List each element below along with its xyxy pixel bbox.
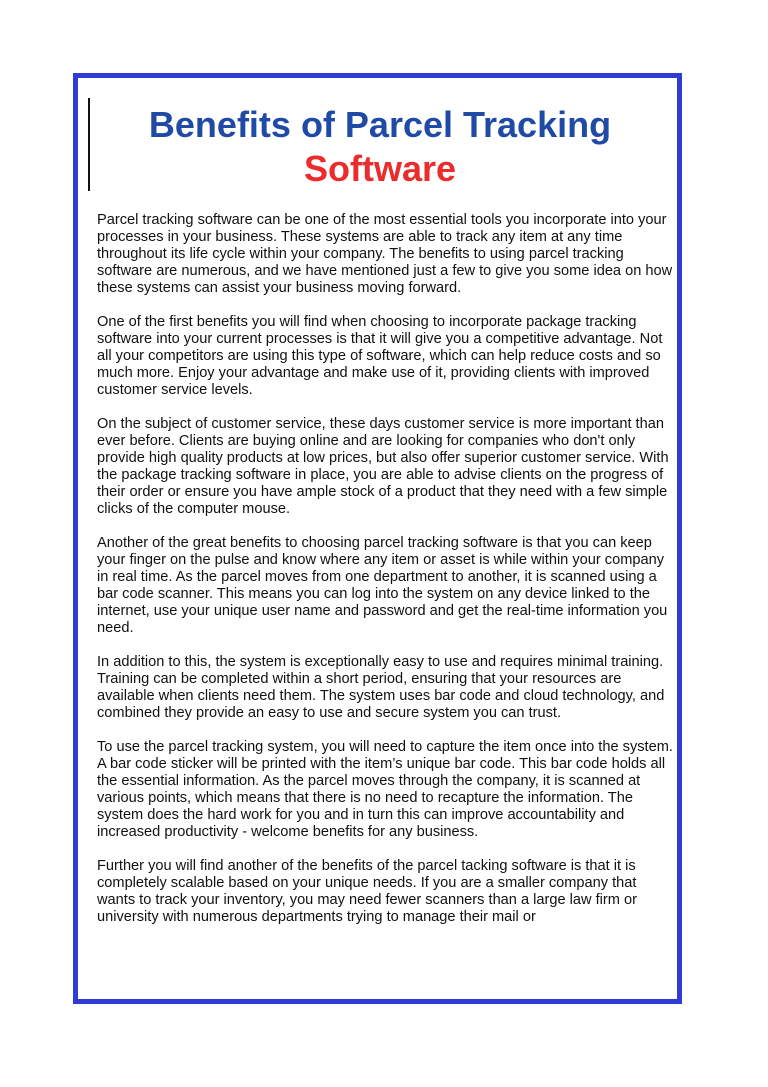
paragraph-2: One of the first benefits you will find when choosing to incorporate package tracking software into your current processes is that it will give you a competitive advantage. Not all your competitors are using this type of software, which can help reduce costs and so much more. Enjoy your advantage and make use of it, providing clients with improved customer service levels. xyxy=(97,314,663,398)
paragraph-7: Further you will find another of the benefits of the parcel tacking software is that it is completely scalable based on your unique needs. If you are a smaller company that wants to track your inventory, you may need fewer scanners than a large law firm or university with numerous departments trying to manage their mail or xyxy=(97,858,637,925)
paragraph-5: In addition to this, the system is exceptionally easy to use and requires minimal training. Training can be completed within a short period, ensuring that your resources are available when clients need them. The system uses bar code and cloud technology, and combined they provide an easy to use and secure system you can trust. xyxy=(97,654,665,721)
paragraph-4: Another of the great benefits to choosing parcel tracking software is that you can keep your finger on the pulse and know where any item or asset is while within your company in real time. As the parcel moves from one department to another, it is scanned using a bar code scanner. This means you can log into the system on any device linked to the internet, use your unique user name and password and get the real-time information you need. xyxy=(97,535,668,636)
paragraph-1: Parcel tracking software can be one of the most essential tools you incorporate into your processes in your business. These systems are able to track any item at any time throughout its life cycle within your company. The benefits to using parcel tracking software are numerous, and we have mentioned just a few to give you some idea on how these systems can assist your business moving forward. xyxy=(97,212,673,296)
title-line-1: Benefits of Parcel Tracking xyxy=(148,104,612,145)
text-cursor-bar xyxy=(88,98,90,191)
paragraph-3: On the subject of customer service, these days customer service is more important than ever before. Clients are buying online and are looking for companies who don't only provide high quality products at low prices, but also offer superior customer service. With the package tracking software in place, you are able to advise clients on the progress of their order or ensure you have ample stock of a product that they need with a few simple clicks of the computer mouse. xyxy=(97,416,669,517)
page-title xyxy=(100,103,660,191)
title-line-2: Software xyxy=(303,148,457,189)
document-body xyxy=(97,212,673,943)
paragraph-6: To use the parcel tracking system, you will need to capture the item once into the system. A bar code sticker will be printed with the item’s unique bar code. This bar code holds all the essential information. As the parcel moves through the company, it is scanned at various points, which means that there is no need to recapture the information. The system does the hard work for you and in turn this can improve accountability and increased productivity - welcome benefits for any business. xyxy=(97,739,673,840)
